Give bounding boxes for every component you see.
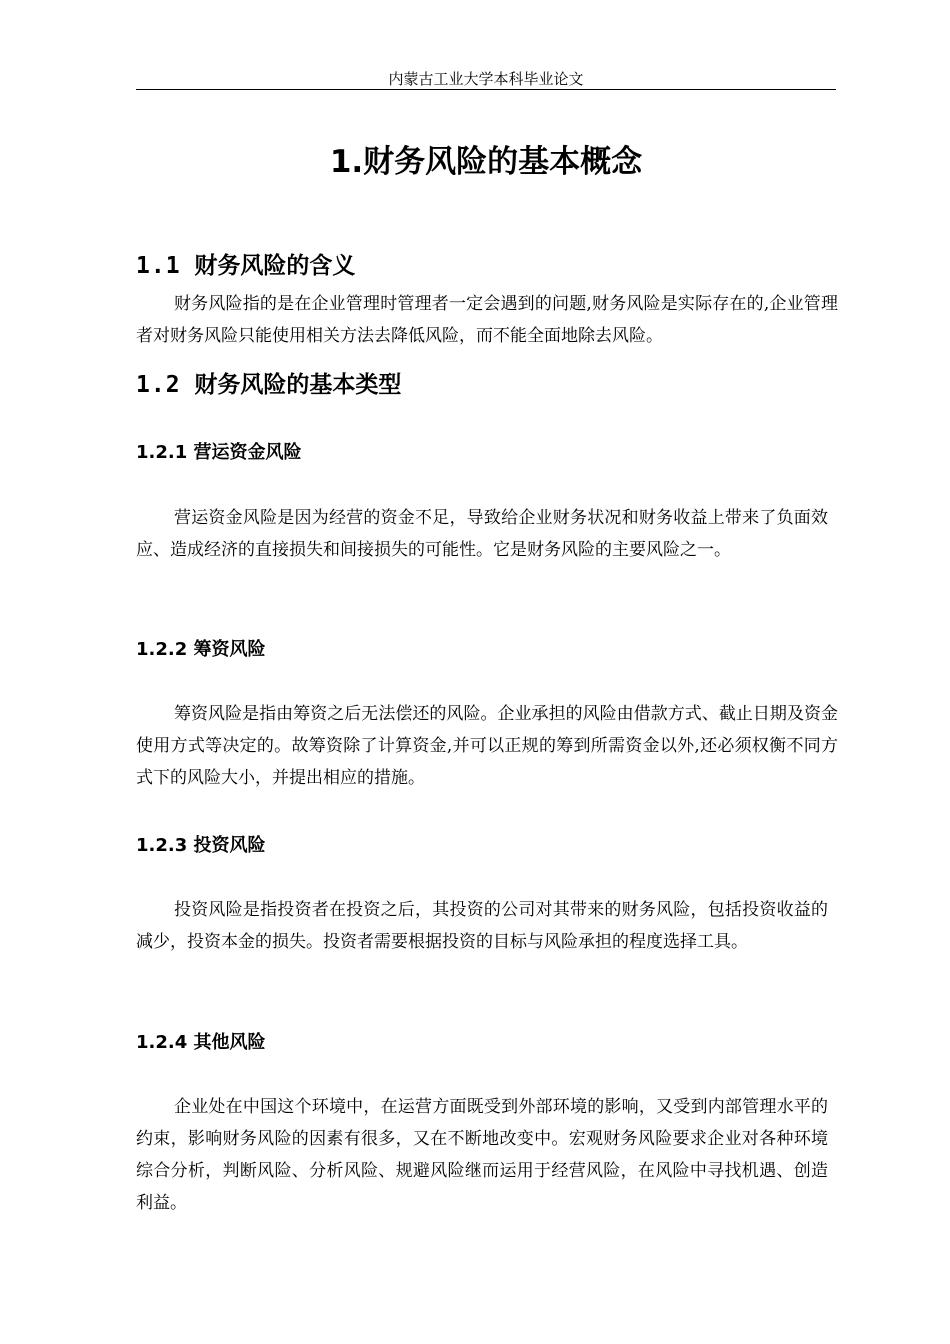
subsection-heading-1-2-3: 1.2.3 投资风险 (136, 835, 266, 856)
running-header: 内蒙古工业大学本科毕业论文 (388, 70, 584, 88)
header-rule (136, 89, 836, 90)
section-number: 1.2 (136, 372, 181, 398)
subsection-heading-1-2-1: 1.2.1 营运资金风险 (136, 442, 302, 463)
section-title: 财务风险的含义 (194, 253, 356, 279)
section-title: 财务风险的基本类型 (194, 372, 402, 398)
section-number: 1.1 (136, 253, 181, 279)
section-heading-1-1 (136, 251, 836, 281)
paragraph-1-2-4: 企业处在中国这个环境中，在运营方面既受到外部环境的影响，又受到内部管理水平的约束，影响财务风险的因素有很多，又在不断地改变中。宏观财务风险要求企业对各种环境综合分析，判断风险、分析风险、规避风险继而运用于经营风险，在风险中寻找机遇、创造利益。 (136, 1097, 828, 1213)
subsection-heading-1-2-2: 1.2.2 筹资风险 (136, 639, 266, 660)
paragraph-1-2-1: 营运资金风险是因为经营的资金不足，导致给企业财务状况和财务收益上带来了负面效应、造成经济的直接损失和间接损失的可能性。它是财务风险的主要风险之一。 (136, 508, 828, 560)
paragraph-1-2-3: 投资风险是指投资者在投资之后，其投资的公司对其带来的财务风险，包括投资收益的减少，投资本金的损失。投资者需要根据投资的目标与风险承担的程度选择工具。 (136, 900, 828, 952)
section-heading-1-2 (136, 370, 836, 400)
subsection-heading-1-2-4: 1.2.4 其他风险 (136, 1032, 266, 1053)
paragraph-1-2-2: 筹资风险是指由筹资之后无法偿还的风险。企业承担的风险由借款方式、截止日期及资金使用方式等决定的。故筹资除了计算资金,并可以正规的筹到所需资金以外,还必须权衡不同方式下的风险大小，并提出相应的措施。 (136, 704, 838, 788)
chapter-title: 1.财务风险的基本概念 (329, 144, 643, 180)
paragraph-1-1: 财务风险指的是在企业管理时管理者一定会遇到的问题,财务风险是实际存在的,企业管理者对财务风险只能使用相关方法去降低风险，而不能全面地除去风险。 (136, 294, 838, 346)
